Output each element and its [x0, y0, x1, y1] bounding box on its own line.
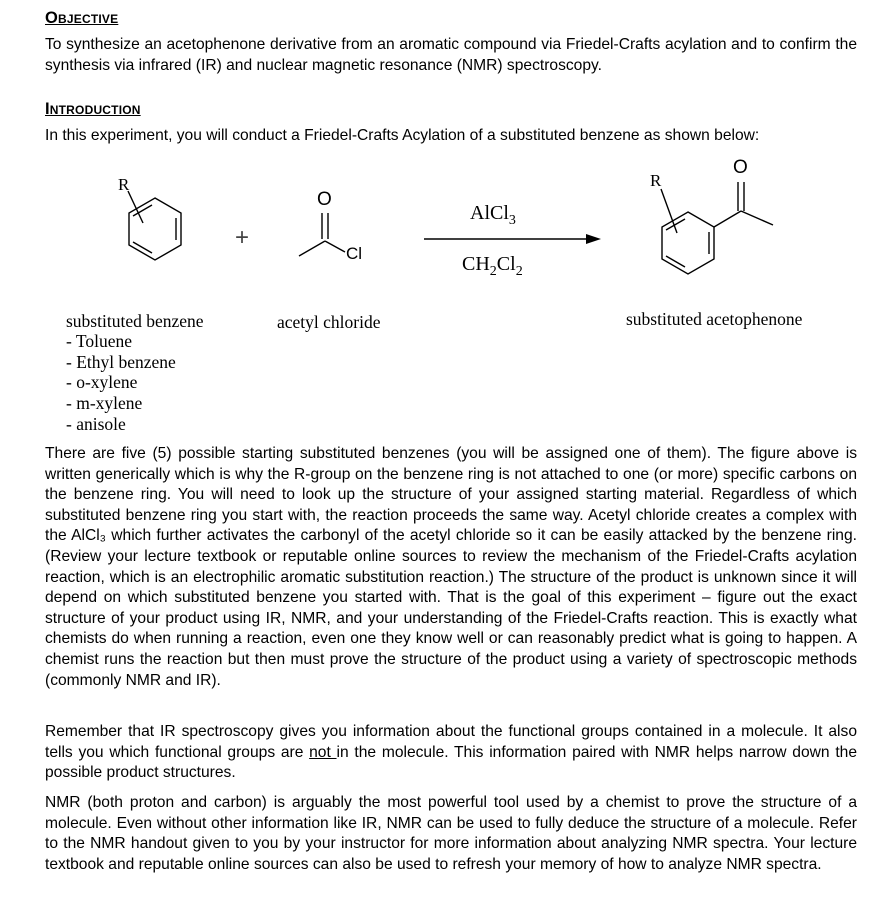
plus-sign: + [235, 224, 250, 251]
r-group-label-reactant: R [118, 175, 130, 194]
objective-heading: Objective [45, 9, 119, 27]
arrow-head [586, 234, 601, 244]
introduction-text: In this experiment, you will conduct a Friedel-Crafts Acylation of a substituted benzene as shown below: [45, 127, 760, 144]
reagent-catalyst: AlCl$_3$ [470, 202, 516, 228]
carbonyl-oxygen-left: O [317, 189, 332, 210]
paragraph-nmr-spectroscopy: NMR (both proton and carbon) is arguably the most powerful tool used by a chemist to prove the structure of a molecule. Even without other information like IR, NMR can be used to fully deduce the structure of a molecule. Refer to the NMR handout given to you by your instructor for more information about analyzing NMR spectra. Your lecture textbook and reputable online sources can also be used to refresh your memory of how to analyze NMR spectra. [45, 794, 857, 873]
option-item: - o-xylene [66, 372, 138, 392]
carbonyl-oxygen-right: O [733, 157, 748, 178]
chloride-atom: Cl [346, 244, 363, 263]
label-substituted-benzene: substituted benzene [66, 311, 204, 331]
benzene-ring-reactant [128, 191, 181, 260]
acetyl-chloride-structure [299, 213, 345, 256]
option-item: - m-xylene [66, 393, 143, 413]
label-acetyl-chloride: acetyl chloride [277, 312, 381, 332]
paragraph-reaction-explanation: There are five (5) possible starting substituted benzenes (you will be assigned one of them). The figure above is written generically which is why the R-group on the benzene ring is not attached to one (or more) specific carbons on the benzene ring. You will need to look up the structure of your assigned starting material. Regardless of which substituted benzene ring you start with, the reaction proceeds the same way. Acetyl chloride creates a complex with the AlCl₃ which further activates the carbonyl of the acetyl chloride so it can be easily attacked by the benzene ring. (Review your lecture textbook or reputable online sources to review the mechanism of the Friedel-Crafts acylation reaction, which is an electrophilic aromatic substitution reaction.) The structure of the product is unknown since it will depend on which substituted benzene you started with. That is the goal of this experiment – figure out the exact structure of your product using IR, NMR, and your understanding of the Friedel-Crafts reaction. This is exactly what chemists do when running a reaction, even one they know well or can reasonably predict what is going to happen. A chemist runs the reaction but then must prove the structure of the product using a variety of spectroscopic methods (commonly NMR and IR). [45, 445, 857, 689]
objective-text: To synthesize an acetophenone derivative from an aromatic compound via Friedel-Crafts acylation and to confirm the synthesis via infrared (IR) and nuclear magnetic resonance (NMR) spectroscopy. [45, 36, 857, 74]
reagent-solvent: $CH_2Cl_2$ [462, 253, 523, 279]
option-item: - Ethyl benzene [66, 352, 176, 372]
introduction-heading: Introduction [45, 100, 141, 118]
paragraph-ir-spectroscopy: Remember that IR spectroscopy gives you information about the functional groups contained in a molecule. It also tells you which functional groups are not in the molecule. This information paired with NMR helps narrow down the possible product structures. [45, 723, 857, 782]
r-group-label-product: R [650, 171, 662, 190]
option-item: - Toluene [66, 331, 133, 351]
label-substituted-acetophenone: substituted acetophenone [626, 309, 803, 329]
option-item: - anisole [66, 414, 126, 434]
benzene-ring-product [661, 182, 773, 274]
